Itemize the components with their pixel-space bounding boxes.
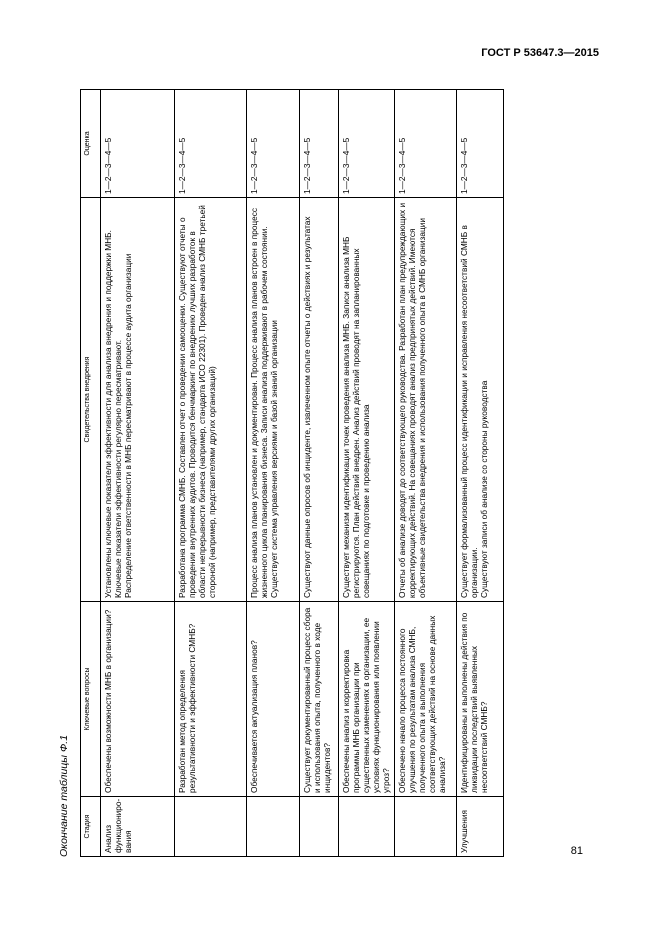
table-row (101, 90, 175, 857)
table-row (339, 90, 395, 857)
stage-cell (339, 797, 395, 857)
evidence-cell: Разработана программа СМНБ. Составлен отчет о проведении самооценки. Существуют отчеты о проведении внутренних аудитов. Проводится бенчмаркинг по внедрению лучших разработок в области непрерывности бизнеса (например, стандарта ИСО 22301). Проведен анализ СМНБ третьей стороной (например, представителями других организаций) (175, 198, 247, 602)
question-cell: Обеспечены возможности МНБ в организации? (101, 602, 175, 797)
table-row (300, 90, 339, 857)
table-row (394, 90, 456, 857)
evidence-cell: Существуют данные опросов об инциденте, извлеченном опыте отчеты о действиях и результатах (300, 198, 339, 602)
stage-cell (175, 797, 247, 857)
evidence-cell: Процесс анализа планов установлен и документирован. Процесс анализа планов встроен в процесс жизненного цикла планирования бизнеса. Записи анализа поддерживают в рабочем состоянии. Существует система управления версиями и базой знаний организации (247, 198, 300, 602)
page-number: 81 (570, 845, 583, 857)
table-header-row (81, 90, 101, 857)
stage-cell: Улучшения (456, 797, 503, 857)
score-cell: 1—2—3—4—5 (247, 90, 300, 198)
stage-cell (394, 797, 456, 857)
assessment-table (80, 89, 504, 857)
evidence-cell: Установлены ключевые показатели эффективности для анализа внедрения и поддержки МНБ. Ключевые показатели эффективности регулярно пересматривают. Распределение ответственности в МНБ пересматривают в процессе аудита организации (101, 198, 175, 602)
evidence-cell: Существует механизм идентификации точек проведения анализа МНБ. Записи анализа МНБ регистрируются. План действий внедрен. Анализ действий проводят на запланированных совещаниях по подготовке и проведению анализа (339, 198, 395, 602)
score-cell: 1—2—3—4—5 (456, 90, 503, 198)
score-cell: 1—2—3—4—5 (300, 90, 339, 198)
question-cell: Существует документированный процесс сбора и использования опыта, полученного в ходе инцидентов? (300, 602, 339, 797)
stage-cell (247, 797, 300, 857)
question-cell: Идентифицированы и выполнены действия по ликвидации последствий выявленных несоответствий СМНБ? (456, 602, 503, 797)
col-header-stage: Стадия (81, 797, 101, 857)
evidence-cell: Отчеты об анализе доводят до соответствующего руководства. Разработан план предупреждающих и корректирующих действий. На совещаниях проводят анализ предпринятых действий. Имеются объективные свидетельства внедрения и использования полученного опыта в СМНБ организации (394, 198, 456, 602)
table-caption: Окончание таблицы Ф.1 (58, 734, 70, 857)
rotated-table-block (50, 90, 580, 857)
question-cell: Разработан метод определения результативности и эффективности СМНБ? (175, 602, 247, 797)
table-row (247, 90, 300, 857)
table-row (456, 90, 503, 857)
stage-cell: Анализ функциониро- вания (101, 797, 175, 857)
question-cell: Обеспечивается актуализация планов? (247, 602, 300, 797)
col-header-score: Оценка (81, 90, 101, 198)
table-row (175, 90, 247, 857)
score-cell: 1—2—3—4—5 (394, 90, 456, 198)
document-code: ГОСТ Р 53647.3—2015 (481, 47, 599, 59)
question-cell: Обеспечено начало процесса постоянного улучшения по результатам анализа СМНБ, полученного опыта и выполнения соответствующих действий на основе данных анализа? (394, 602, 456, 797)
score-cell: 1—2—3—4—5 (339, 90, 395, 198)
evidence-cell: Существует формализованный процесс идентификации и исправления несоответствий СМНБ в организации. Существуют записи об анализе со стороны руководства (456, 198, 503, 602)
question-cell: Обеспечены анализ и корректировка программы МНБ организации при существенных изменениях в организации, ее условиях функционирования или появлении угроз? (339, 602, 395, 797)
col-header-evidence: Свидетельства внедрения (81, 198, 101, 602)
col-header-questions: Ключевые вопросы (81, 602, 101, 797)
score-cell: 1—2—3—4—5 (101, 90, 175, 198)
stage-cell (300, 797, 339, 857)
score-cell: 1—2—3—4—5 (175, 90, 247, 198)
